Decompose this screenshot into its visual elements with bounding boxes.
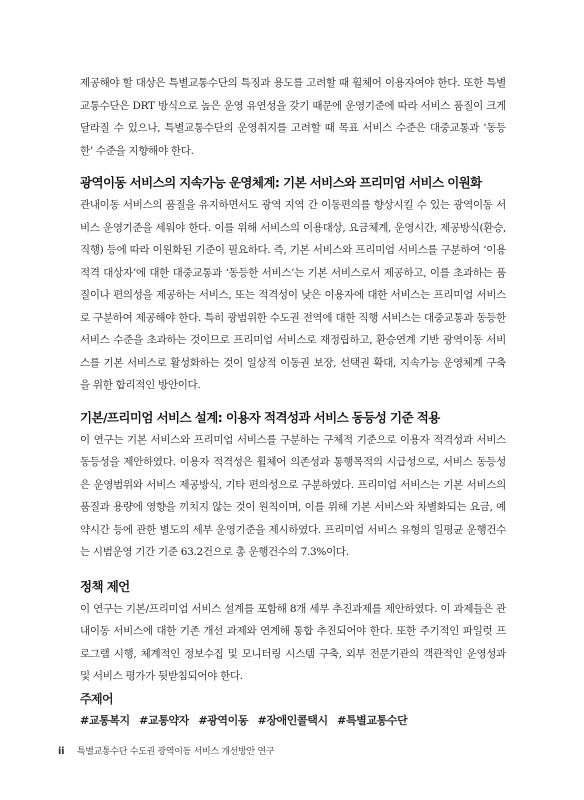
page-number: ii	[58, 746, 65, 757]
document-body	[80, 72, 506, 732]
keyword-list	[80, 710, 506, 732]
page-footer	[58, 744, 274, 757]
intro-paragraph: 제공해야 할 대상은 특별교통수단의 특징과 용도를 고려할 때 휠체어 이용자여야 한다. 또한 특별교통수단은 DRT 방식으로 높은 운영 유연성을 갖기 때문에 운영기준에 따라 서비스 품질이 크게 달라질 수 있으나, 특별교통수단의 운영취지를 고려할 때 목표 서비스 수준은 대중교통과 ‘동등한’ 수준을 지향해야 한다.	[80, 77, 506, 157]
running-title: 특별교통수단 수도권 광역이동 서비스 개선방안 연구	[76, 747, 275, 757]
keywords-section	[80, 688, 506, 732]
keyword-tag: #교통약자	[139, 713, 189, 727]
section-service-design	[80, 407, 506, 564]
section-heading: 기본/프리미엄 서비스 설계: 이용자 적격성과 서비스 동등성 기준 적용	[80, 409, 440, 425]
keyword-tag: #광역이동	[198, 713, 249, 727]
section-sustainable-operation	[80, 172, 506, 397]
keyword-tag: #교통복지	[80, 713, 130, 727]
section-policy-recommendations	[80, 576, 506, 688]
keyword-tag: #특별교통수단	[337, 713, 408, 727]
keywords-heading: 주제어	[80, 691, 113, 706]
section-paragraph: 관내이동 서비스의 품질을 유지하면서도 광역 지역 간 이동편의를 향상시킬 수 있는 광역이동 서비스 운영기준을 세워야 한다. 이를 위해 서비스의 이용대상, 요금체계, 운영시간, 제공방식(환승, 직행) 등에 따라 이원화된 기준이 필요하다. 즉, 기본 서비스와 프리미엄 서비스를 구분하여 ‘이용 적격 대상자’에 대한 대중교통과 ‘동등한 서비스’는 기본 서비스로서 제공하고, 이를 초과하는 품질이나 편의성을 제공하는 서비스, 또는 적격성이 낮은 이용자에 대한 서비스는 프리미엄 서비스로 구분하여 제공해야 한다. 특히 광범위한 수도권 전역에 대한 직행 서비스는 대중교통과 동등한 서비스 수준을 초과하는 것이므로 프리미엄 서비스로 재정립하고, 환승연계 기반 광역이동 서비스를 기본 서비스로 활성화하는 것이 일상적 이동권 보장, 선택권 확대, 지속가능 운영체계 구축을 위한 합리적인 방안이다.	[80, 199, 506, 391]
section-paragraph: 이 연구는 기본 서비스와 프리미엄 서비스를 구분하는 구체적 기준으로 이용자 적격성과 서비스 동등성을 제안하였다. 이용자 적격성은 휠체어 의존성과 통행목적의 시급성으로, 서비스 동등성은 운영범위와 서비스 제공방식, 기타 편의성으로 구분하였다. 프리미엄 서비스는 기본 서비스의 품질과 용량에 영향을 끼치지 않는 것이 원칙이며, 이를 위해 기본 서비스와 차별화되는 요금, 예약시간 등에 관한 별도의 세부 운영기준을 제시하였다. 프리미엄 서비스 유형의 일평균 운행건수는 시범운영 기간 기준 63.2건으로 총 운행건수의 7.3%이다.	[80, 433, 506, 558]
section-heading: 정책 제언	[80, 578, 130, 594]
section-heading: 광역이동 서비스의 지속가능 운영체계: 기본 서비스와 프리미엄 서비스 이원화	[80, 175, 482, 190]
section-paragraph: 이 연구는 기본/프리미엄 서비스 설계를 포함해 8개 세부 추진과제를 제안하였다. 이 과제들은 관내이동 서비스에 대한 기존 개선 과제와 연계해 통합 추진되어야 한다. 또한 주기적인 파일럿 프로그램 시행, 체계적인 정보수집 및 모니터링 시스템 구축, 외부 전문기관의 객관적인 운영성과 및 서비스 평가가 뒷받침되어야 한다.	[80, 602, 506, 682]
keyword-tag: #장애인콜택시	[257, 713, 328, 727]
